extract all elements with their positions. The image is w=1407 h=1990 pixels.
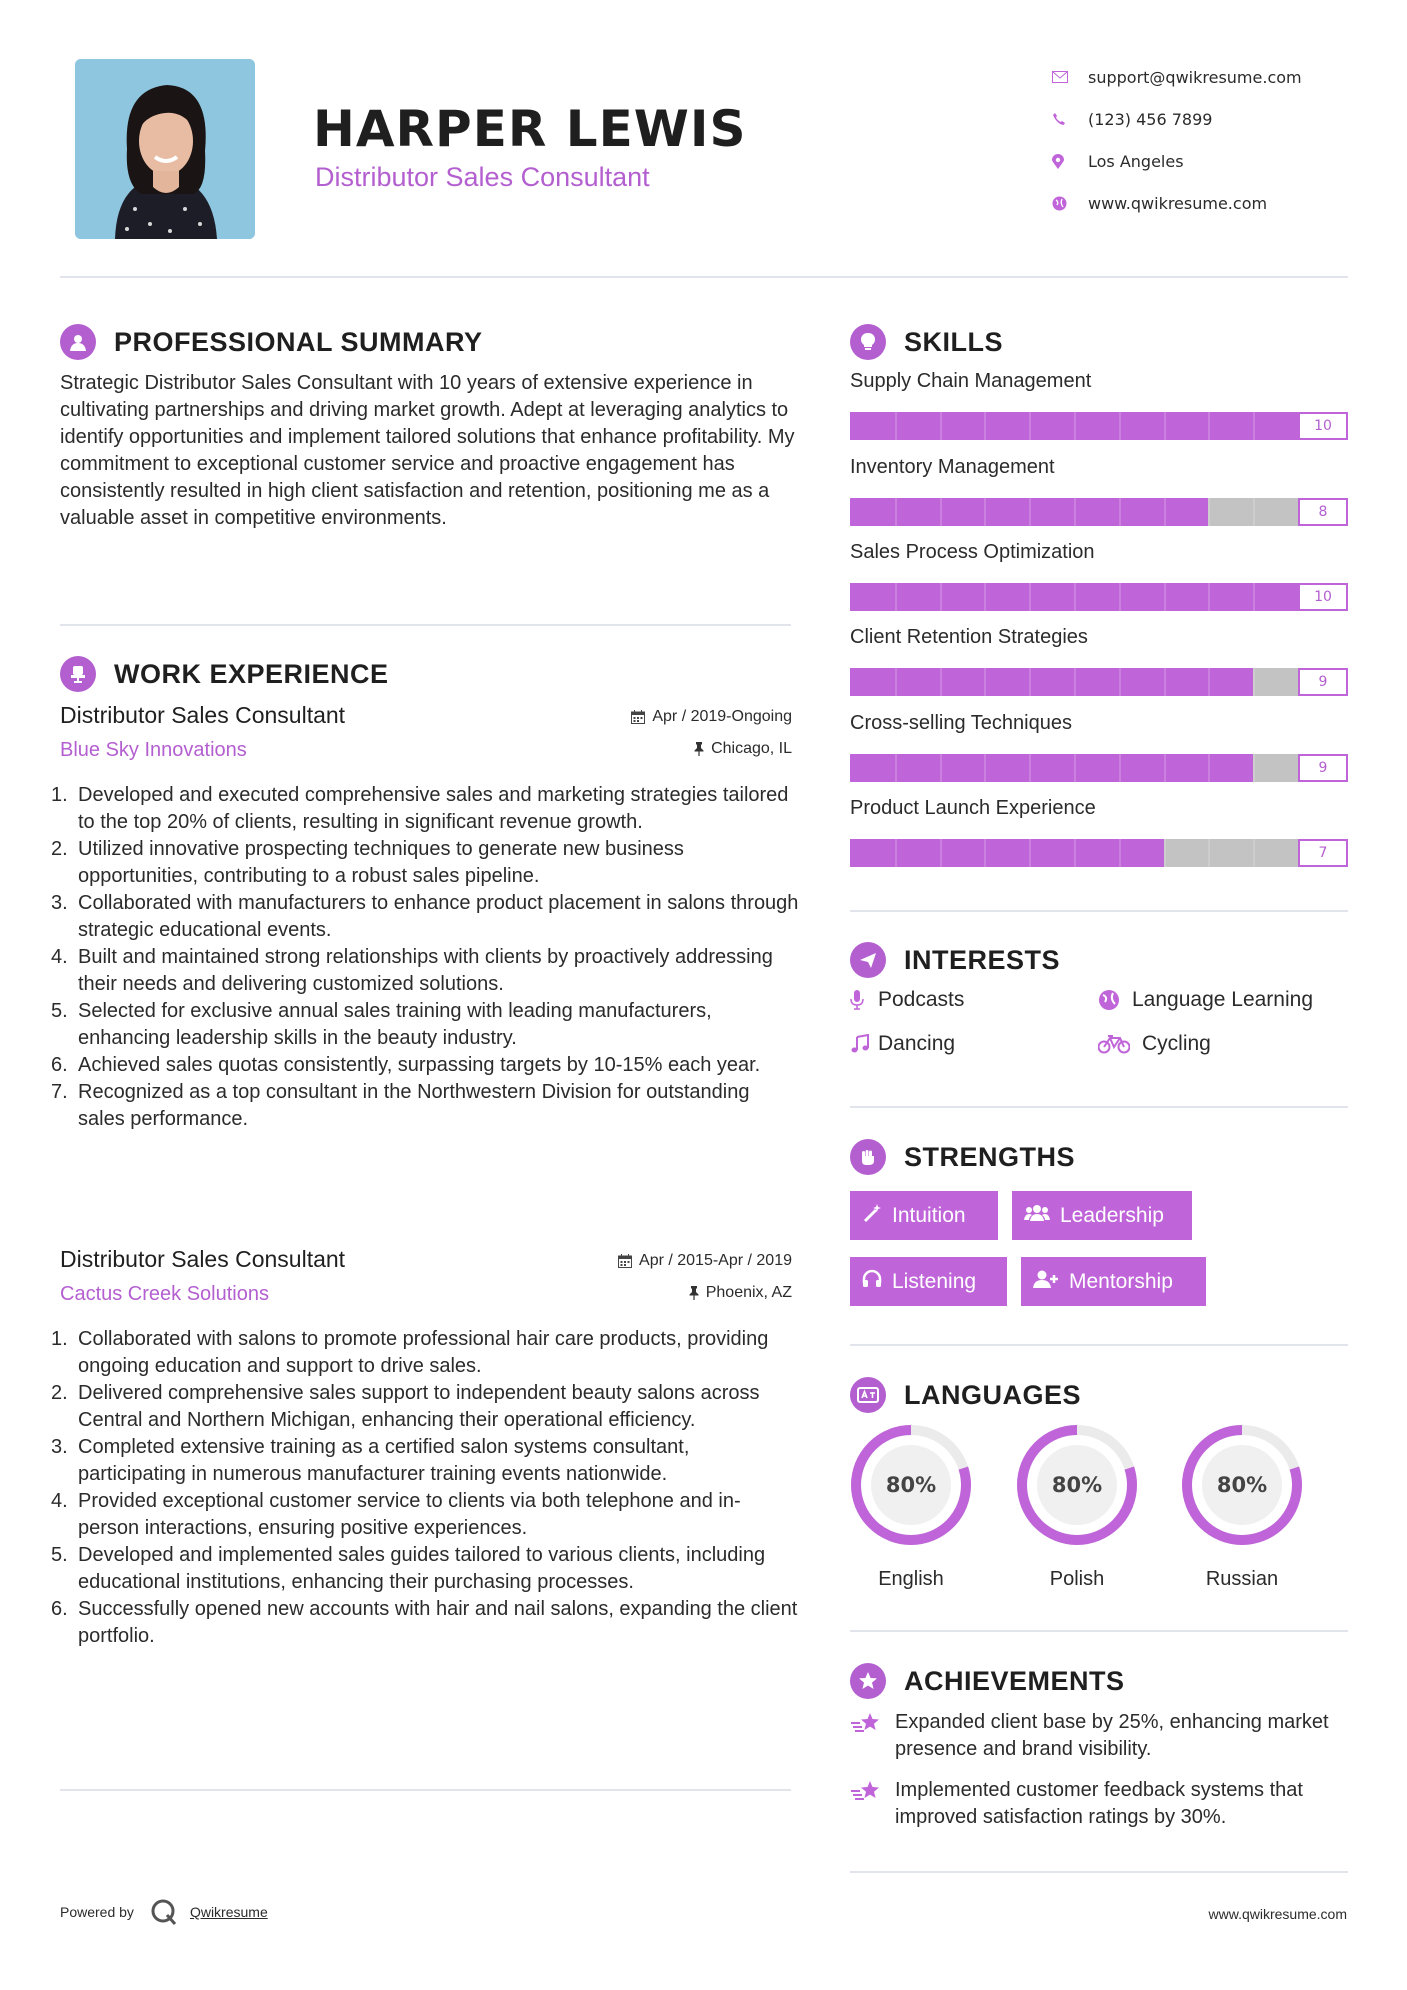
skill-segment-divider	[1074, 498, 1076, 526]
fist-icon	[850, 1139, 886, 1175]
skill-segment-divider	[1208, 839, 1210, 867]
contact-website[interactable]	[1050, 182, 1302, 224]
calendar-icon	[618, 1254, 632, 1268]
skill-fill	[850, 412, 1348, 440]
language-ring	[850, 1424, 972, 1546]
list-item: 1. Collaborated with salons to promote professional hair care products, providing ongoing education and support to drive sales.	[51, 1328, 769, 1377]
microphone-icon	[850, 990, 878, 1010]
bicycle-icon	[1098, 1034, 1142, 1054]
contact-phone[interactable]	[1050, 98, 1302, 140]
language-percent: 80%	[885, 1473, 937, 1497]
skill-segment-divider	[1074, 583, 1076, 611]
experience-divider	[60, 1789, 791, 1791]
skill-fill	[850, 839, 1164, 867]
skill-name: Product Launch Experience	[850, 797, 1096, 819]
skill-segment-divider	[984, 412, 986, 440]
skill-value: 10	[1298, 583, 1348, 611]
skill-segment-divider	[940, 754, 942, 782]
skill-value: 10	[1298, 412, 1348, 440]
skill-value: 9	[1298, 668, 1348, 696]
list-item: 5. Selected for exclusive annual sales training with leading manufacturers, enhancing leadership skills in the beauty industry.	[51, 1000, 712, 1049]
envelope-icon	[1050, 71, 1088, 83]
experience-heading: WORK EXPERIENCE	[60, 656, 389, 692]
skill-row	[850, 626, 1350, 696]
headphones-icon	[862, 1269, 882, 1295]
contact-email[interactable]	[1050, 56, 1302, 98]
language-ring	[1016, 1424, 1138, 1546]
location-text: Los Angeles	[1088, 151, 1184, 171]
skill-fill	[850, 668, 1253, 696]
skill-segment-divider	[1119, 412, 1121, 440]
language-percent: 80%	[1216, 1473, 1268, 1497]
interest-item: Dancing	[850, 1032, 955, 1056]
brand-link[interactable]: Qwikresume	[189, 1904, 268, 1920]
skill-value: 7	[1298, 839, 1348, 867]
skill-bar	[850, 668, 1348, 696]
skill-segment-divider	[1208, 668, 1210, 696]
skill-segment-divider	[1253, 754, 1255, 782]
list-item: 6. Successfully opened new accounts with hair and nail salons, expanding the client portfolio.	[51, 1598, 798, 1647]
skill-segment-divider	[1074, 668, 1076, 696]
shooting-star-icon	[850, 1709, 895, 1763]
skill-segment-divider	[1119, 839, 1121, 867]
skill-segment-divider	[1029, 583, 1031, 611]
skill-segment-divider	[1029, 412, 1031, 440]
skill-segment-divider	[1029, 839, 1031, 867]
skill-segment-divider	[984, 668, 986, 696]
skill-segment-divider	[1164, 412, 1166, 440]
skill-segment-divider	[1253, 839, 1255, 867]
skill-name: Client Retention Strategies	[850, 626, 1088, 648]
list-item: 6. Achieved sales quotas consistently, surpassing targets by 10-15% each year.	[51, 1054, 761, 1076]
skill-segment-divider	[895, 412, 897, 440]
skill-segment-divider	[1119, 668, 1121, 696]
pushpin-icon	[694, 742, 704, 756]
job-entry-1	[51, 702, 799, 1222]
strengths-heading: STRENGTHS	[850, 1139, 1075, 1175]
skill-segment-divider	[1208, 498, 1210, 526]
language-icon	[850, 1377, 886, 1413]
website-text: www.qwikresume.com	[1088, 193, 1268, 213]
globe-icon	[1050, 196, 1088, 211]
skill-segment-divider	[1119, 754, 1121, 782]
skill-segment-divider	[1164, 839, 1166, 867]
skill-value: 9	[1298, 754, 1348, 782]
language-item	[1012, 1424, 1142, 1591]
language-name: Russian	[1205, 1568, 1279, 1590]
profile-photo	[75, 59, 255, 239]
summary-heading: PROFESSIONAL SUMMARY	[60, 324, 483, 360]
qwikresume-logo-icon	[150, 1898, 178, 1926]
skill-segment-divider	[1029, 754, 1031, 782]
language-name: Polish	[1049, 1568, 1105, 1590]
strength-tag: Listening	[850, 1257, 1007, 1306]
language-percent: 80%	[1051, 1473, 1103, 1497]
skill-segment-divider	[1253, 498, 1255, 526]
skill-segment-divider	[1164, 668, 1166, 696]
shooting-star-icon	[850, 1777, 895, 1831]
job-date: Apr / 2015-Apr / 2019	[618, 1252, 792, 1270]
strength-tag: Intuition	[850, 1191, 998, 1240]
skill-row	[850, 797, 1350, 867]
list-item: 2. Delivered comprehensive sales support to independent beauty salons across Central and Northern Michigan, enhancing their operational efficiency.	[51, 1382, 760, 1431]
footer-website[interactable]: www.qwikresume.com	[1208, 1906, 1347, 1922]
job-date: Apr / 2019-Ongoing	[631, 708, 792, 726]
skill-segment-divider	[984, 754, 986, 782]
phone-icon	[1050, 112, 1088, 126]
skill-segment-divider	[1074, 754, 1076, 782]
skill-segment-divider	[1208, 754, 1210, 782]
skill-bar	[850, 498, 1348, 526]
music-note-icon	[850, 1034, 878, 1054]
strength-tag: Mentorship	[1021, 1257, 1206, 1306]
skill-segment-divider	[1253, 412, 1255, 440]
list-item: 5. Developed and implemented sales guides tailored to various clients, including educational institutions, enhancing their purchasing processes.	[51, 1544, 766, 1593]
list-item: 4. Built and maintained strong relationships with clients by proactively addressing their needs and delivering customized solutions.	[51, 946, 773, 995]
magic-wand-icon	[862, 1203, 882, 1229]
job-location: Chicago, IL	[694, 740, 792, 758]
skill-fill	[850, 583, 1348, 611]
skill-segment-divider	[940, 498, 942, 526]
contact-list	[1050, 56, 1302, 224]
skill-segment-divider	[1119, 583, 1121, 611]
achievements-divider	[850, 1871, 1348, 1873]
skill-name: Inventory Management	[850, 456, 1055, 478]
skill-row	[850, 456, 1350, 526]
skill-row	[850, 370, 1350, 440]
strengths-divider	[850, 1344, 1348, 1346]
skill-segment-divider	[1164, 498, 1166, 526]
skill-bar	[850, 583, 1348, 611]
skill-segment-divider	[1119, 498, 1121, 526]
achievement-item: Expanded client base by 25%, enhancing market presence and brand visibility.	[850, 1709, 1350, 1763]
skill-segment-divider	[1074, 412, 1076, 440]
skill-bar	[850, 839, 1348, 867]
skill-segment-divider	[895, 498, 897, 526]
users-icon	[1024, 1203, 1050, 1229]
skill-segment-divider	[895, 754, 897, 782]
skill-segment-divider	[940, 839, 942, 867]
user-plus-icon	[1033, 1269, 1059, 1295]
pushpin-icon	[689, 1286, 699, 1300]
interest-item: Language Learning	[1098, 988, 1313, 1012]
skill-bar	[850, 754, 1348, 782]
list-item: 1. Developed and executed comprehensive sales and marketing strategies tailored to the top 20% of clients, resulting in significant revenue growth.	[51, 784, 789, 833]
skill-segment-divider	[1253, 668, 1255, 696]
phone-text: (123) 456 7899	[1088, 109, 1213, 129]
skill-segment-divider	[895, 668, 897, 696]
languages-divider	[850, 1630, 1348, 1632]
language-ring	[1181, 1424, 1303, 1546]
language-item	[846, 1424, 976, 1591]
calendar-icon	[631, 710, 645, 724]
skill-segment-divider	[940, 583, 942, 611]
interests-divider	[850, 1106, 1348, 1108]
language-name: English	[878, 1568, 944, 1590]
candidate-title: Distributor Sales Consultant	[315, 162, 650, 192]
header-divider	[60, 276, 1348, 278]
globe-icon	[1098, 989, 1132, 1011]
skill-row	[850, 712, 1350, 782]
job-company: Cactus Creek Solutions	[60, 1283, 269, 1305]
paper-plane-icon	[850, 942, 886, 978]
interests-heading: INTERESTS	[850, 942, 1060, 978]
skill-value: 8	[1298, 498, 1348, 526]
languages-heading: LANGUAGES	[850, 1377, 1081, 1413]
skill-segment-divider	[1208, 412, 1210, 440]
contact-location	[1050, 140, 1302, 182]
skill-row	[850, 541, 1350, 611]
skill-fill	[850, 754, 1253, 782]
skill-segment-divider	[895, 583, 897, 611]
summary-divider	[60, 624, 791, 626]
skill-segment-divider	[940, 412, 942, 440]
summary-text: Strategic Distributor Sales Consultant with 10 years of extensive experience in cultivating partnerships and driving market growth. Adept at leveraging analytics to identify opportunities and implement tailored solutions that enhance profitability. My commitment to exceptional customer service and proactive engagement has consistently resulted in high client satisfaction and retention, positioning me as a valuable asset in competitive environments.	[60, 372, 795, 529]
strength-tag: Leadership	[1012, 1191, 1192, 1240]
skill-segment-divider	[1029, 668, 1031, 696]
skill-segment-divider	[1164, 583, 1166, 611]
lightbulb-icon	[850, 324, 886, 360]
job-duties	[51, 1326, 800, 1650]
skill-segment-divider	[1164, 754, 1166, 782]
list-item: 3. Collaborated with manufacturers to enhance product placement in salons through strategic educational events.	[51, 892, 799, 941]
skill-segment-divider	[1029, 498, 1031, 526]
interest-item: Cycling	[1098, 1032, 1211, 1056]
job-title: Distributor Sales Consultant	[60, 1246, 346, 1272]
skill-name: Cross-selling Techniques	[850, 712, 1072, 734]
job-company: Blue Sky Innovations	[60, 739, 247, 761]
skill-segment-divider	[895, 839, 897, 867]
skills-divider	[850, 910, 1348, 912]
achievements-heading: ACHIEVEMENTS	[850, 1663, 1125, 1699]
list-item: 4. Provided exceptional customer service to clients via both telephone and in-person interactions, ensuring positive experiences.	[51, 1490, 741, 1539]
skills-heading: SKILLS	[850, 324, 1003, 360]
candidate-name: HARPER LEWIS	[313, 100, 747, 158]
map-pin-icon	[1050, 154, 1088, 169]
list-item: 2. Utilized innovative prospecting techniques to generate new business opportunities, contributing to a robust sales pipeline.	[51, 838, 684, 887]
user-icon	[60, 324, 96, 360]
skill-segment-divider	[1208, 583, 1210, 611]
list-item: 7. Recognized as a top consultant in the Northwestern Division for outstanding sales performance.	[51, 1081, 750, 1130]
job-entry-2	[51, 1246, 798, 1766]
skill-segment-divider	[1074, 839, 1076, 867]
skill-segment-divider	[984, 583, 986, 611]
job-duties	[51, 782, 800, 1133]
email-text: support@qwikresume.com	[1088, 67, 1302, 87]
footer-powered: Powered by Qwikresume	[60, 1898, 268, 1926]
interest-item: Podcasts	[850, 988, 964, 1012]
skill-segment-divider	[940, 668, 942, 696]
achievement-item: Implemented customer feedback systems that improved satisfaction ratings by 30%.	[850, 1777, 1350, 1831]
star-badge-icon	[850, 1663, 886, 1699]
skill-segment-divider	[1253, 583, 1255, 611]
job-location: Phoenix, AZ	[689, 1284, 792, 1302]
skill-bar	[850, 412, 1348, 440]
skill-segment-divider	[984, 498, 986, 526]
briefcase-chair-icon	[60, 656, 96, 692]
skill-name: Supply Chain Management	[850, 370, 1092, 392]
language-item	[1177, 1424, 1307, 1591]
skill-name: Sales Process Optimization	[850, 541, 1095, 563]
skill-segment-divider	[984, 839, 986, 867]
list-item: 3. Completed extensive training as a certified salon systems consultant, participating in numerous manufacturer training events nationwide.	[51, 1436, 690, 1485]
job-title: Distributor Sales Consultant	[60, 702, 346, 728]
